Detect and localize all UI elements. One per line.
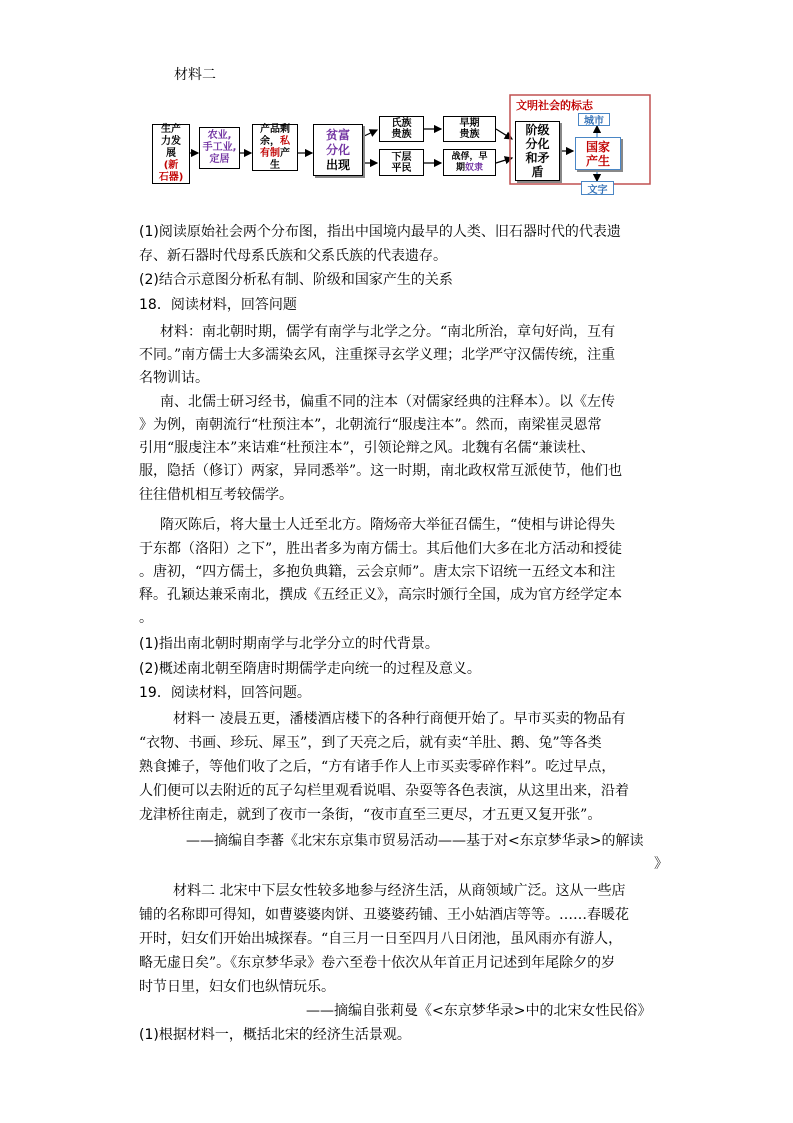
productivity-sub-2: 石器) <box>158 172 184 183</box>
private-text-4: 生 <box>270 159 280 171</box>
war-line: 战俘，早 <box>451 151 488 162</box>
q19-m1-line5: 龙津桥往南走，就到了夜市一条街，“夜市直至三更尽，才五更又复开张”。 <box>139 807 602 823</box>
slaves-box <box>443 149 496 176</box>
private-text: 私 <box>280 135 290 147</box>
q18-p1-line1: 材料：南北朝时期，儒学有南学与北学之分。“南北所治，章句好尚，互有 <box>160 324 616 340</box>
q19-title: 19．阅读材料，回答问题。 <box>139 685 311 701</box>
class-line-4: 盾 <box>531 165 544 179</box>
q18-p3-line1: 隋灭陈后，将大量士人迁至北方。隋炀帝大举征召儒生，“使相与讲论得失 <box>160 517 616 533</box>
q19-source1: ——摘编自李蕃《北宋东京集市贸易活动——基于对<东京梦华录>的解读 <box>186 833 644 849</box>
material-label: 材料二 <box>174 67 216 83</box>
wealth-box <box>313 124 363 176</box>
agri-line-1: 农业, <box>207 130 232 141</box>
agri-line-2: 手工业, <box>202 142 237 153</box>
productivity-box <box>152 124 190 184</box>
q18-p2-line5: 往往借机相互考较儒学。 <box>139 487 293 503</box>
q19-m1-line1: 材料一 凌晨五更，潘楼酒店楼下的各种行商便开始了。早市买卖的物品有 <box>173 711 626 727</box>
class-line-3: 和矛 <box>525 151 550 165</box>
q18-part1: (1)指出南北朝时期南学与北学分立的时代背景。 <box>139 636 439 652</box>
q19-m1-line3: 熟食摊子，等他们收了之后，“方有诸手作人上市买卖零碎作料”。吃过早点， <box>139 759 616 775</box>
private-text-3: 产 <box>280 147 290 159</box>
nobles-line-1: 氏族 <box>391 118 412 129</box>
war-line-2: 期 <box>455 162 465 173</box>
productivity-line-1: 生产 <box>160 124 181 135</box>
slaves-text: 奴隶 <box>464 162 483 173</box>
agri-line-3: 定居 <box>209 154 230 165</box>
early-nobles-line-2: 贵族 <box>459 129 480 140</box>
private-text-2: 有制 <box>260 147 280 159</box>
q17-part2: (2)结合示意图分析私有制、阶级和国家产生的关系 <box>139 272 453 288</box>
commoners-box <box>379 149 424 176</box>
commoners-line-1: 下层 <box>391 151 412 163</box>
agriculture-box <box>199 127 240 169</box>
early-nobles-line-1: 早期 <box>459 118 480 129</box>
q18-p3-line4: 释。孔颖达兼采南北，撰成《五经正义》，高宗时颁行全国，成为官方经学定本 <box>139 587 622 603</box>
surplus-line-2: 余， <box>260 135 280 147</box>
early-nobles-box <box>443 116 496 142</box>
class-line-2: 分化 <box>525 137 550 151</box>
q17-part1-line1: (1)阅读原始社会两个分布图，指出中国境内最早的人类、旧石器时代的代表遗 <box>139 224 621 240</box>
q19-part1: (1)根据材料一，概括北宋的经济生活景观。 <box>139 1027 411 1043</box>
wealth-line-2: 分化 <box>325 142 350 157</box>
q19-m2-line5: 时节日里，妇女们也纵情玩乐。 <box>139 979 335 995</box>
diagram-arrows <box>0 0 793 220</box>
q18-p3-line3: 。唐初，“四方儒士，多抱负典籍，云会京师”。唐太宗下诏统一五经文本和注 <box>139 564 616 580</box>
state-box <box>575 137 621 170</box>
state-line-1: 国家 <box>585 139 610 154</box>
q18-p2-line4: 服，隐括（修订）两家，异同悉举”。这一时期，南北政权常互派使节，他们也 <box>139 463 623 479</box>
q19-source2: ——摘编自张莉曼《<东京梦华录>中的北宋女性民俗》 <box>306 1003 652 1019</box>
q18-p1-line2: 不同。”南方儒士大多濡染玄风，注重探寻玄学义理；北学严守汉儒传统，注重 <box>139 347 616 363</box>
productivity-line-3: 展 <box>165 148 176 159</box>
wealth-line-1: 贫富 <box>325 127 350 142</box>
productivity-line-2: 力发 <box>160 136 181 147</box>
surplus-line-1: 产品剩 <box>260 123 290 135</box>
class-line-1: 阶级 <box>525 123 550 137</box>
q19-m2-line4: 略无虚日矣”。《东京梦华录》卷六至卷十依次从年首正月记述到年尾除夕的岁 <box>139 955 616 971</box>
q19-m2-line2: 铺的名称即可得知，如曹婆婆肉饼、丑婆婆药铺、王小姑酒店等等。……春暖花 <box>139 907 629 923</box>
commoners-line-2: 平民 <box>391 162 412 174</box>
q18-p2-line3: 引用“服虔注本”来诘难“杜预注本”，引领论辩之风。北魏有名儒“兼读杜、 <box>139 440 595 456</box>
civilization-title: 文明社会的标志 <box>516 99 593 112</box>
writing-box: 文字 <box>581 181 614 195</box>
q17-part1-line2: 存、新石器时代母系氏族和父系氏族的代表遗存。 <box>139 248 447 264</box>
productivity-sub-1: (新 <box>163 160 179 171</box>
q18-title: 18．阅读材料，回答问题 <box>139 297 297 313</box>
wealth-line-3: 出现 <box>325 157 350 172</box>
class-box <box>515 121 560 181</box>
q19-source1-end: 》 <box>654 856 668 872</box>
state-line-2: 产生 <box>585 153 610 168</box>
q18-p3-line5: 。 <box>139 610 153 626</box>
q19-m2-line1: 材料二 北宋中下层女性较多地参与经济生活，从商领域广泛。这从一些店 <box>173 883 626 899</box>
city-box: 城市 <box>578 113 610 126</box>
q18-p2-line2: 》为例，南朝流行“杜预注本”，北朝流行“服虔注本”。然而，南梁崔灵恩常 <box>139 417 602 433</box>
q19-m2-line3: 开时，妇女们开始出城探春。“自三月一日至四月八日闭池，虽风雨亦有游人， <box>139 931 623 947</box>
nobles-line-2: 贵族 <box>391 129 412 140</box>
clan-nobles-box <box>379 116 424 142</box>
q19-m1-line4: 人们便可以去附近的瓦子勾栏里观看说唱、杂耍等各色表演，从这里出来，沿着 <box>139 783 629 799</box>
surplus-box <box>252 124 298 171</box>
q18-p2-line1: 南、北儒士研习经书，偏重不同的注本（对儒家经典的注释本）。以《左传 <box>160 394 615 410</box>
q18-p1-line3: 名物训诂。 <box>139 370 209 386</box>
q19-m1-line2: “衣物、书画、珍玩、犀玉”，到了天亮之后，就有卖“羊肚、鹅、兔”等各类 <box>139 735 602 751</box>
q18-part2: (2)概述南北朝至隋唐时期儒学走向统一的过程及意义。 <box>139 661 481 677</box>
q18-p3-line2: 于东都（洛阳）之下”，胜出者多为南方儒士。其后他们大多在北方活动和授徒 <box>139 541 623 557</box>
